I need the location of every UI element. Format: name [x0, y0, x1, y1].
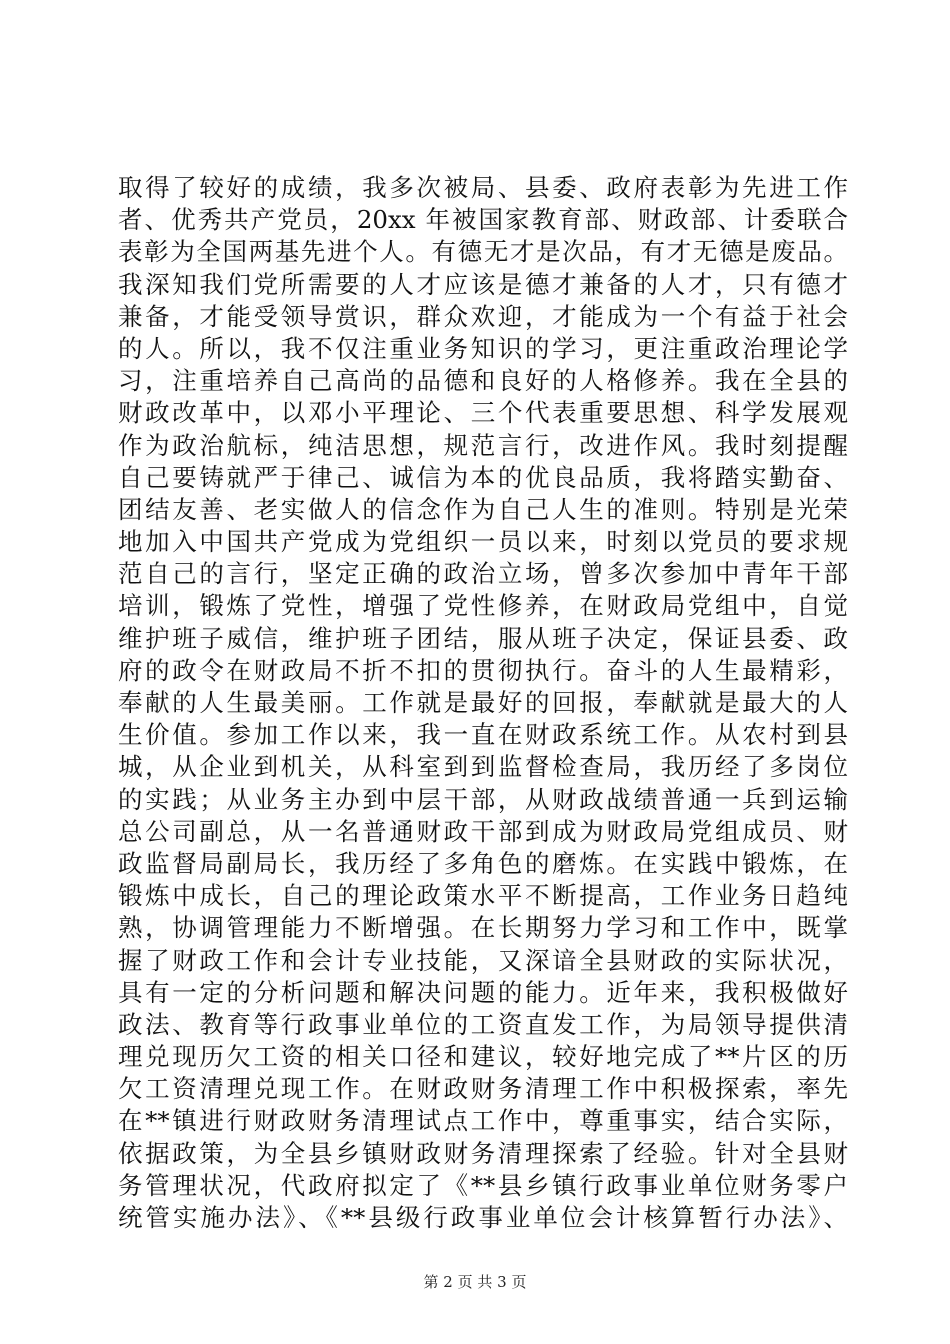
text-line: 熟，协调管理能力不断增强。在长期努力学习和工作中，既掌: [118, 913, 848, 943]
text-line: 维护班子威信，维护班子团结，服从班子决定，保证县委、政: [118, 623, 848, 653]
text-line: 的人。所以，我不仅注重业务知识的学习，更注重政治理论学: [118, 333, 848, 363]
body-paragraph: [118, 172, 848, 1234]
text-line: 政监督局副局长，我历经了多角色的磨炼。在实践中锻炼，在: [118, 848, 848, 878]
text-line: 的实践；从业务主办到中层干部，从财政战绩普通一兵到运输: [118, 784, 848, 814]
text-line: 奉献的人生最美丽。工作就是最好的回报，奉献就是最大的人: [118, 688, 848, 717]
text-line: 依据政策，为全县乡镇财政财务清理探索了经验。针对全县财: [118, 1138, 848, 1168]
text-line: 府的政令在财政局不折不扣的贯彻执行。奋斗的人生最精彩，: [118, 655, 848, 685]
text-line: 务管理状况，代政府拟定了《**县乡镇行政事业单位财务零户: [118, 1170, 848, 1200]
text-line: 取得了较好的成绩，我多次被局、县委、政府表彰为先进工作: [118, 173, 848, 202]
text-line: 锻炼中成长，自己的理论政策水平不断提高，工作业务日趋纯: [118, 881, 848, 911]
text-line: 范自己的言行，坚定正确的政治立场，曾多次参加中青年干部: [118, 559, 848, 589]
text-line: 城，从企业到机关，从科室到到监督检查局，我历经了多岗位: [118, 752, 848, 782]
text-line: 财政改革中，以邓小平理论、三个代表重要思想、科学发展观: [118, 398, 848, 428]
text-line: 理兑现历欠工资的相关口径和建议，较好地完成了**片区的历: [118, 1042, 848, 1072]
text-line: 我深知我们党所需要的人才应该是德才兼备的人才，只有德才: [118, 269, 848, 299]
text-line: 培训，锻炼了党性，增强了党性修养，在财政局党组中，自觉: [118, 591, 848, 621]
text-line: 统管实施办法》、《**县级行政事业单位会计核算暂行办法》、: [118, 1203, 848, 1232]
text-line: 握了财政工作和会计专业技能，又深谙全县财政的实际状况，: [118, 945, 848, 975]
text-line: 习，注重培养自己高尚的品德和良好的人格修养。我在全县的: [118, 366, 848, 396]
text-line: 自己要铸就严于律己、诚信为本的优良品质，我将踏实勤奋、: [118, 462, 848, 492]
text-line: 政法、教育等行政事业单位的工资直发工作，为局领导提供清: [118, 1009, 848, 1039]
text-line: 总公司副总，从一名普通财政干部到成为财政局党组成员、财: [118, 816, 848, 846]
text-line: 具有一定的分析问题和解决问题的能力。近年来，我积极做好: [118, 977, 848, 1007]
text-line: 表彰为全国两基先进个人。有德无才是次品，有才无德是废品。: [118, 237, 848, 267]
text-line: 作为政治航标，纯洁思想，规范言行，改进作风。我时刻提醒: [118, 430, 848, 460]
text-line: 生价值。参加工作以来，我一直在财政系统工作。从农村到县: [118, 720, 848, 750]
text-line: 在**镇进行财政财务清理试点工作中，尊重事实，结合实际，: [118, 1106, 848, 1136]
text-line: 地加入中国共产党成为党组织一员以来，时刻以党员的要求规: [118, 527, 848, 557]
text-line: 兼备，才能受领导赏识，群众欢迎，才能成为一个有益于社会: [118, 301, 848, 331]
text-line: 欠工资清理兑现工作。在财政财务清理工作中积极探索，率先: [118, 1074, 848, 1104]
page-footer: 第 2 页 共 3 页: [423, 1273, 527, 1291]
text-line: 者、优秀共产党员，20xx 年被国家教育部、财政部、计委联合: [118, 205, 848, 235]
text-line: 团结友善、老实做人的信念作为自己人生的准则。特别是光荣: [118, 494, 848, 524]
